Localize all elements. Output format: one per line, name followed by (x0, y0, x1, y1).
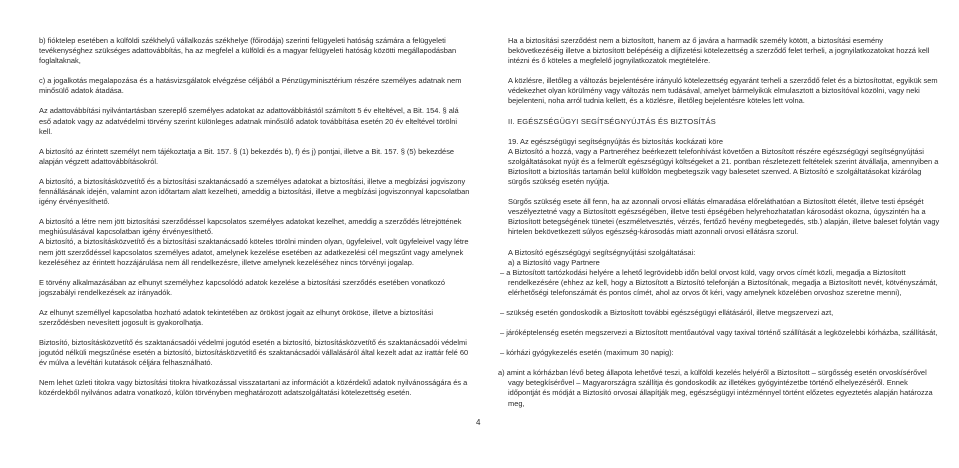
paragraph: A biztosító, a biztosításközvetítő és a biztosítási szaktanácsadó a személyes adatokat a biztosítási, illetve a megbízási jogviszony fennállásának idején, valamint azon időtartam alatt kezelheti, ameddig a biztosítási, illetve a megbízási jogviszonnyal kapcsolatban igény érvényesíthető. (39, 176, 470, 207)
paragraph: Ha a biztosítási szerződést nem a biztosított, hanem az ő javára a harmadik személy kötött, a biztosítási esemény bekövetkezéséig illetve a biztosított belépéséig a díjfizetési kötelezettség a szerződő felet terheli, a jognyilatkozatokat hozzá kell intézni és ő köteles a megfelelő jognyilatkozatok megtételére. (508, 36, 930, 66)
paragraph: b) fióktelep esetében a külföldi székhelyű vállalkozás székhelye (főirodája) szerinti felügyeleti hatóság számára a felügyeleti tevékenységhez szükséges adattovábbítás, ha az megfelel a külföldi és a magyar felügyeleti hatóság közötti megállapodásban foglaltaknak, (39, 36, 457, 66)
right-column (498, 36, 940, 419)
list-item: – szükség esetén gondoskodik a Biztosított további egészségügyi ellátásáról, illetve megszervezi azt, (500, 307, 834, 317)
left-column (39, 36, 471, 409)
paragraph: A biztosító az érintett személyt nem tájékoztatja a Bit. 157. § (1) bekezdés b), f) és j) pontjai, illetve a Bit. 157. § (5) bekezdése alapján végzett adattovábbításokról. (39, 146, 455, 166)
paragraph: Sürgős szükség esete áll fenn, ha az azonnali orvosi ellátás elmaradása előreláthatóan a Biztosított életét, illetve testi épségét veszélyeztetné vagy a Biztosított egészségében, illetve testi épségében helyrehozhatatlan károsodást okozna, úgyszintén ha a Biztosított betegségének tünetei (eszméletvesztés, vérzés, fertőző hevény megbetegedés, stb.) alapján, illetve baleset folytán vagy hirtelen bekövetkezett súlyos egészség-károsodás miatt azonnali orvosi ellátásra szorul. (508, 197, 940, 237)
numbered-heading: 19. Az egészségügyi segítségnyújtás és biztosítás kockázati köre (508, 136, 723, 146)
page-number: 4 (476, 418, 481, 427)
sub-list-item: a) amint a kórházban lévő beteg állapota lehetővé teszi, a külföldi kezelés helyéről a Biztosított – sürgősség esetén orvoskísérővel vagy betegkísérővel – Magyarországra szállítja és gondoskodik az illetékes gyógyintézetbe történő elhelyezéséről. Ennek időpontját és módját a Biztosító orvosai állapítják meg, egészségügyi intézménnyel történt előzetes egyeztetés alapján határozza meg, (498, 368, 933, 408)
paragraph: A Biztosító egészségügyi segítségnyújtási szolgáltatásai: (508, 247, 696, 257)
list-item: – járóképtelenség esetén megszervezi a Biztosított mentőautóval vagy taxival történő szállítását a legközelebbi kórházba, szállítását, (500, 328, 938, 338)
paragraph: A biztosító, a biztosításközvetítő és a biztosítási szaktanácsadó köteles törölni minden olyan, ügyfeleivel, volt ügyfeleivel vagy létre nem jött szerződéssel kapcsolatos személyes adatot, amelynek kezelése esetében az adatkezelési cél megszűnt vagy amelynek kezeléséhez az érintett hozzájárulása nem áll rendelkezésre, illetve amelynek kezeléséhez nincs törvényi jogalap. (39, 237, 469, 267)
list-item: – kórházi gyógykezelés esetén (maximum 30 napig): (500, 348, 674, 358)
paragraph: A biztosító a létre nem jött biztosítási szerződéssel kapcsolatos személyes adatokat kezelhet, ameddig a szerződés létrejöttének meghiúsulásával kapcsolatban igény érvényesíthető. (39, 217, 462, 237)
paragraph: Biztosító, biztosításközvetítő és szaktanácsadói védelmi jogutód esetén a biztosító, biztosításközvetítő és szaktanácsadói védelmi jogutód nélküli megszűnése esetén a biztosító, biztosításközvetítő és szaktanácsadói vállalásáról által kezelt adat az irattár felé 60 év múlva a levéltári kutatások céljára felhasználható. (39, 338, 469, 368)
list-label: a) a Biztosító vagy Partnere (508, 257, 600, 267)
paragraph: E törvény alkalmazásában az elhunyt személyhez kapcsolódó adatok kezelése a biztosítási szerződés esetében vonatkozó jogszabályi rendelkezések az irányadók. (39, 277, 445, 297)
section-heading: II. EGÉSZSÉGÜGYI SEGÍTSÉGNYÚJTÁS ÉS BIZTOSÍTÁS (508, 116, 716, 126)
paragraph: Nem lehet üzleti titokra vagy biztosítási titokra hivatkozással visszatartani az információt a közérdekű adatok nyilvánosságára és a közérdekből nyilvános adatra vonatkozó, külön törvényben meghatározott adatszolgáltatási kötelezettség esetén. (39, 378, 468, 398)
paragraph: c) a jogalkotás megalapozása és a hatásvizsgálatok elvégzése céljából a Pénzügyminisztérium részére személyes adatnak nem minősülő adatok átadása. (39, 76, 462, 96)
paragraph: A közlésre, illetőleg a változás bejelentésére irányuló kötelezettség egyaránt terheli a szerződő felet és a biztosítottat, egyikük sem védekezhet olyan körülmény vagy változás nem tudásával, amelyet bármelyikük elmulasztott a biztosítóval közölni, vagy neki bejelenteni, noha arról tudnia kellett, és a közlésre, illetőleg bejelentésre köteles lett volna. (508, 76, 938, 106)
paragraph: A Biztosító a hozzá, vagy a Partneréhez beérkezett telefonhívást követően a Biztosított részére egészségügyi segítségnyújtási szolgáltatásokat nyújt és a felmerült egészségügyi költségeket a 21. pontban részletezett feltételek szerint átvállalja, amennyiben a Biztosított a biztosítás tartamán belül külföldön megbetegszik vagy balesetet szenved. A Biztosító e szolgáltatásokat kizárólag sürgős szükség esetén nyújtja. (508, 146, 939, 187)
paragraph: Az elhunyt személlyel kapcsolatba hozható adatok tekintetében az örököst jogait az elhunyt örököse, illetve a biztosítási szerződésben nevesített jogosult is gyakorolhatja. (39, 307, 434, 327)
paragraph: Az adattovábbítási nyilvántartásban szereplő személyes adatokat az adattovábbítástól számított 5 év elteltével, a Bit. 154. § alá eső adatok vagy az adatvédelmi törvény szerint különleges adatnak minősülő adatok továbbítása esetén 20 év elteltével törölni kell. (39, 106, 459, 136)
list-item: – a Biztosított tartózkodási helyére a lehető legrövidebb időn belül orvost küld, vagy orvos címét közli, megadja a Biztosított rendelkezésére (ehhez az kell, hogy a Biztosított a Biztosító telefonján a Biztosítónak, megadja a Biztosított nevét, kötvényszámát, elérhetőségi telefonszámát és pontos címét, ahol az orvos őt kéri, vagy amelynek közelében orvoshoz szeretne menni), (500, 267, 938, 297)
